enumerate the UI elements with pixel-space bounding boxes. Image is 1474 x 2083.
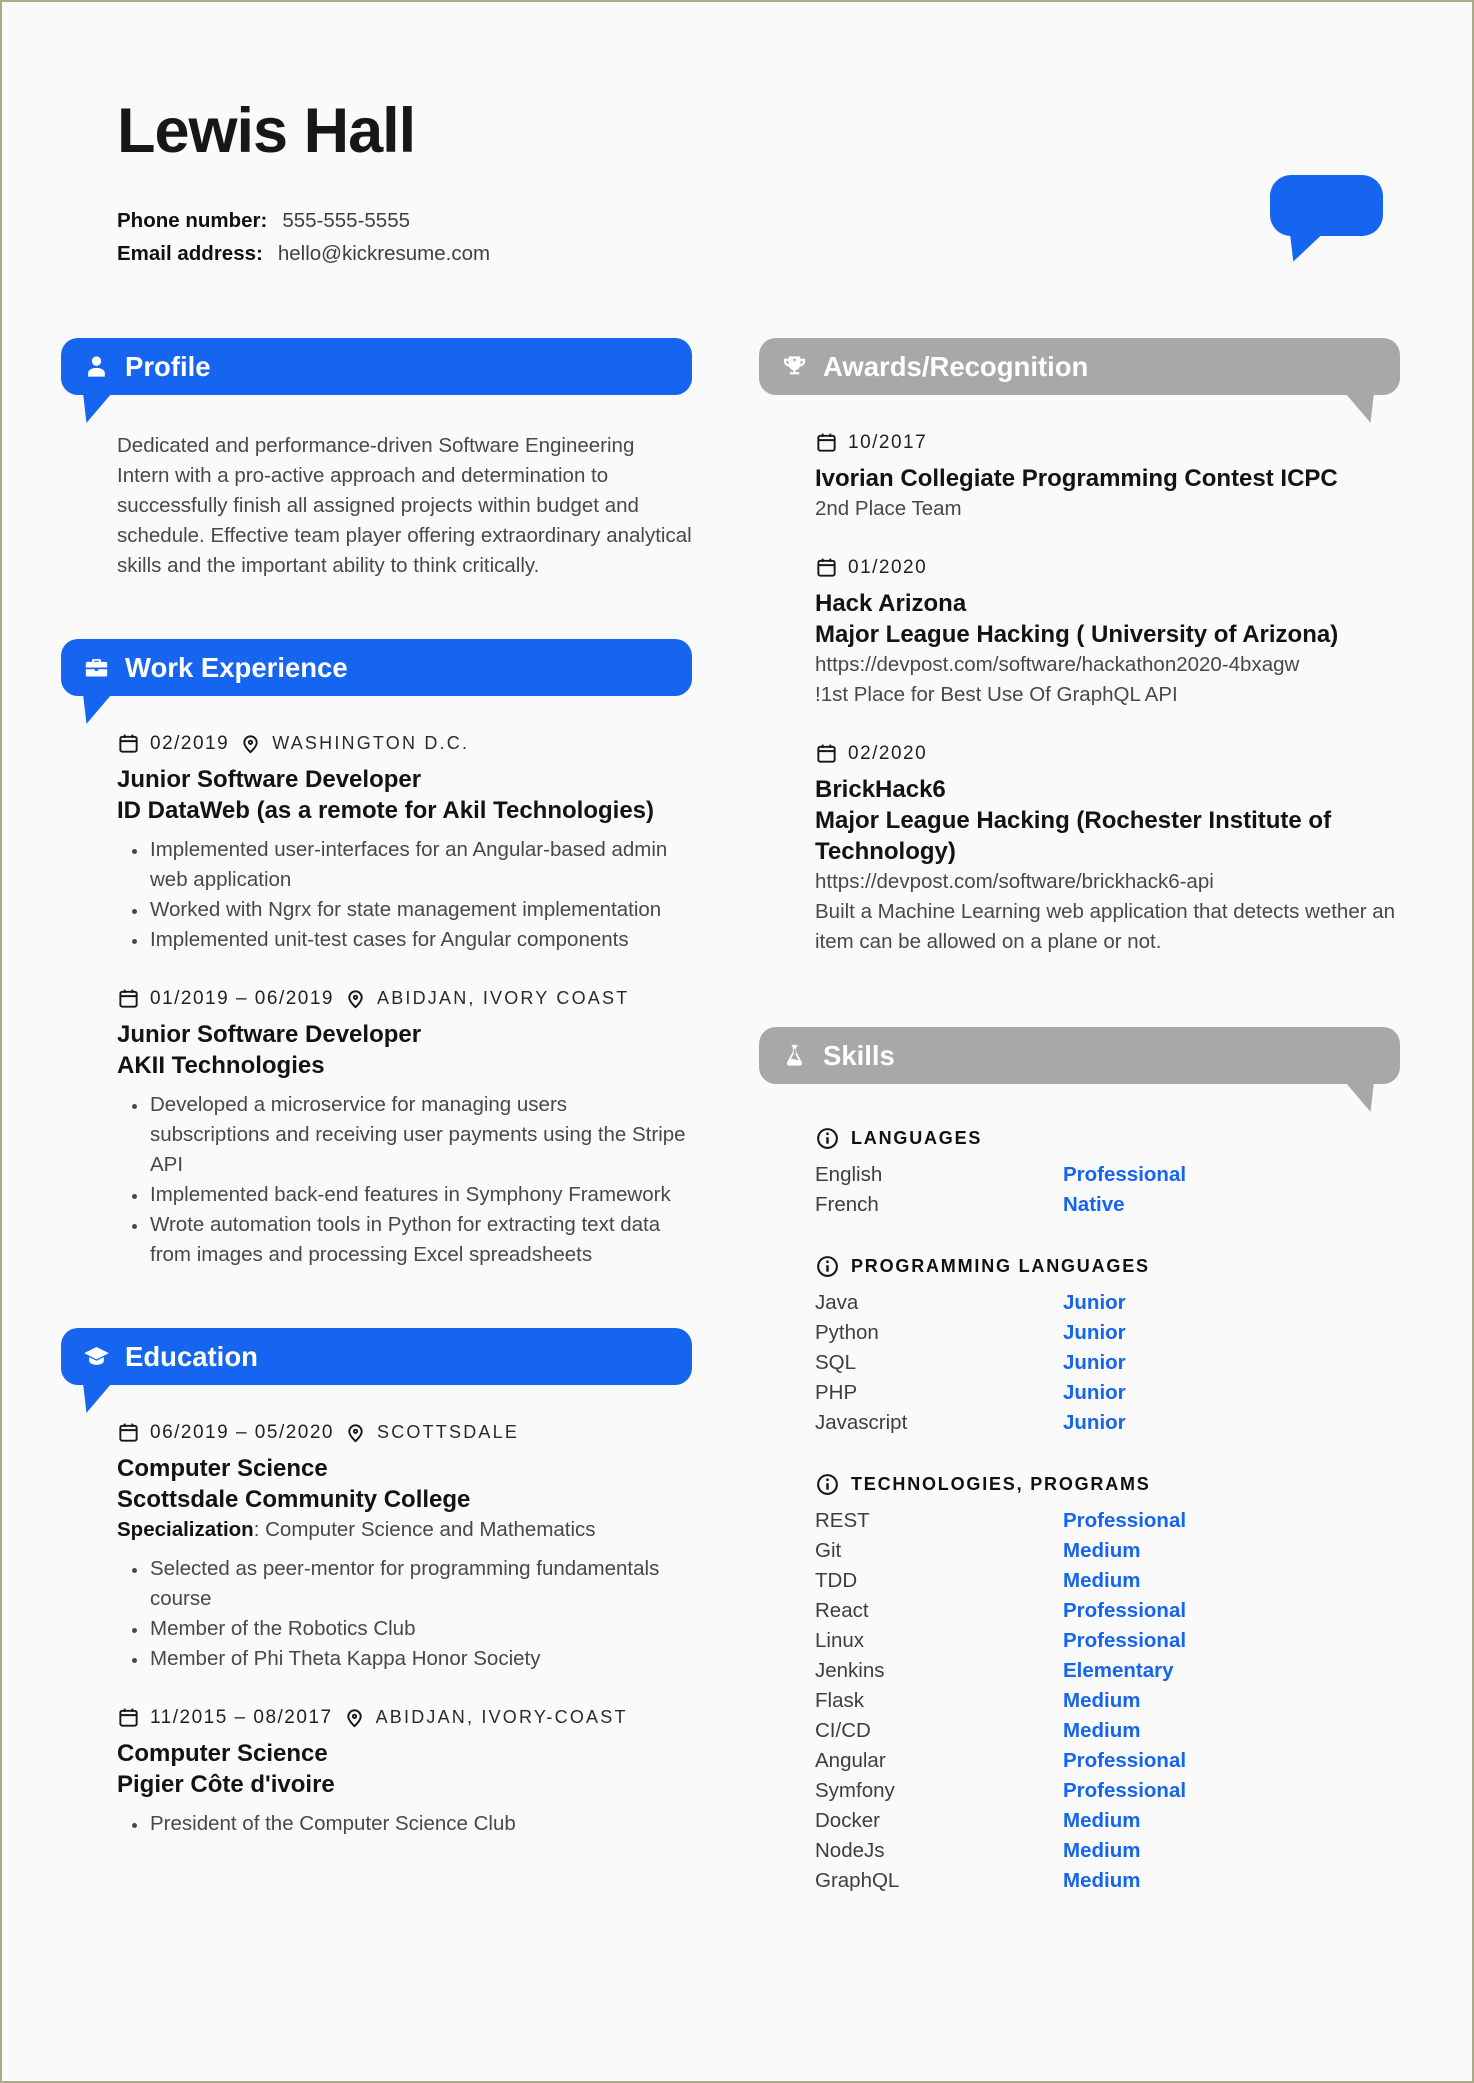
skills-section-title: Skills [823, 1039, 895, 1071]
skill-row [815, 1318, 1400, 1348]
skill-level: Medium [1063, 1539, 1141, 1563]
skill-name: GraphQL [815, 1869, 900, 1893]
education-entry-degree: Computer Science [117, 1455, 328, 1483]
awards-section [759, 338, 1400, 957]
education-entry-location: ABIDJAN, IVORY-COAST [375, 1707, 628, 1728]
right-column [759, 338, 1400, 1954]
skill-row [815, 1408, 1400, 1438]
bullet-item: • Developed a microservice for managing users subscriptions and receiving user payments using the Stripe API [148, 1090, 692, 1180]
skill-level: Professional [1063, 1509, 1187, 1533]
skill-group-technologies [815, 1472, 1400, 1896]
email-value: hello@kickresume.com [277, 242, 491, 266]
skill-name: REST [815, 1509, 870, 1533]
education-entry-bullets [117, 1809, 692, 1839]
award-entry-meta [815, 556, 1400, 579]
award-entry [815, 742, 1400, 957]
skill-row [815, 1746, 1400, 1776]
skill-row [815, 1776, 1400, 1806]
award-entry-date: 01/2020 [848, 556, 928, 578]
phone-row [117, 204, 1472, 237]
work-entry-meta [117, 987, 692, 1010]
work-entry-bullets [117, 835, 692, 955]
skill-level: Professional [1063, 1779, 1187, 1803]
work-entry [117, 987, 692, 1270]
phone-value: 555-555-5555 [282, 209, 411, 233]
award-entry-org: Major League Hacking ( University of Arizona) [815, 621, 1339, 649]
education-section-title: Education [125, 1340, 258, 1372]
resume-header [2, 2, 1472, 270]
skill-row [815, 1348, 1400, 1378]
briefcase-icon [83, 654, 110, 681]
work-entry-meta [117, 732, 692, 755]
award-entry-meta [815, 431, 1400, 454]
education-entry-date: 06/2019 – 05/2020 [150, 1421, 334, 1443]
skill-group-label: LANGUAGES [851, 1128, 983, 1149]
skill-name: English [815, 1163, 883, 1187]
left-column [61, 338, 692, 1954]
skill-row [815, 1686, 1400, 1716]
skill-level: Professional [1063, 1629, 1187, 1653]
skill-level: Medium [1063, 1869, 1141, 1893]
award-entry-detail: !1st Place for Best Use Of GraphQL API [815, 683, 1178, 707]
skill-name: PHP [815, 1381, 858, 1405]
skill-row [815, 1288, 1400, 1318]
work-entry-bullets [117, 1090, 692, 1270]
skill-row [815, 1806, 1400, 1836]
location-pin-icon [344, 987, 367, 1010]
candidate-name: Lewis Hall [117, 96, 416, 166]
education-entry [117, 1421, 692, 1674]
skill-level: Junior [1063, 1411, 1126, 1435]
award-entry-detail: 2nd Place Team [815, 497, 962, 521]
skill-name: CI/CD [815, 1719, 871, 1743]
work-entry-position: Junior Software Developer [117, 766, 422, 794]
location-pin-icon [344, 1421, 367, 1444]
skill-level: Elementary [1063, 1659, 1174, 1683]
skill-group-header [815, 1472, 1400, 1497]
info-icon [815, 1472, 840, 1497]
skill-row [815, 1716, 1400, 1746]
education-entry [117, 1706, 692, 1839]
skill-name: Git [815, 1539, 842, 1563]
skill-row [815, 1626, 1400, 1656]
skill-row [815, 1596, 1400, 1626]
bullet-item: • President of the Computer Science Club [148, 1809, 692, 1839]
skill-row [815, 1656, 1400, 1686]
profile-section-header [61, 338, 692, 395]
skill-row [815, 1866, 1400, 1896]
award-entry-url: https://devpost.com/software/hackathon2020-4bxagw [815, 653, 1300, 677]
skill-name: NodeJs [815, 1839, 885, 1863]
skill-name: Python [815, 1321, 879, 1345]
chat-bubble-logo-icon [1270, 175, 1383, 236]
skill-level: Junior [1063, 1291, 1126, 1315]
skill-level: Professional [1063, 1599, 1187, 1623]
skill-group-header [815, 1254, 1400, 1279]
bullet-item: • Wrote automation tools in Python for extracting text data from images and processing Excel spreadsheets [148, 1210, 692, 1270]
location-pin-icon [343, 1706, 366, 1729]
skills-section [759, 1027, 1400, 1896]
work-entry-company: AKII Technologies [117, 1052, 325, 1080]
skill-level: Professional [1063, 1749, 1187, 1773]
skill-row [815, 1836, 1400, 1866]
skill-name: Symfony [815, 1779, 895, 1803]
bullet-item: • Implemented unit-test cases for Angular components [148, 925, 692, 955]
trophy-icon [781, 353, 808, 380]
education-entry-meta [117, 1421, 692, 1444]
education-entry-degree: Computer Science [117, 1740, 328, 1768]
skill-level: Medium [1063, 1839, 1141, 1863]
location-pin-icon [239, 732, 262, 755]
skill-row [815, 1190, 1400, 1220]
education-entry-location: SCOTTSDALE [377, 1422, 520, 1443]
skill-name: React [815, 1599, 869, 1623]
skill-name: Javascript [815, 1411, 908, 1435]
awards-section-header [759, 338, 1400, 395]
calendar-icon [117, 732, 140, 755]
profile-text: Dedicated and performance-driven Software Engineering Intern with a pro-active approach and determination to successfully finish all assigned projects within budget and schedule. Effective team player offering extraordinary analytical skills and the important ability to think critically. [117, 434, 692, 578]
award-entry-date: 10/2017 [848, 431, 928, 453]
education-entry-bullets [117, 1554, 692, 1674]
award-entry-title: Ivorian Collegiate Programming Contest ICPC [815, 465, 1338, 493]
work-section-header [61, 639, 692, 696]
education-entry-date: 11/2015 – 08/2017 [150, 1706, 333, 1728]
award-entry-title: Hack Arizona [815, 590, 967, 618]
calendar-icon [815, 431, 838, 454]
info-icon [815, 1254, 840, 1279]
contact-info [117, 204, 1472, 270]
specialization-label: Specialization [117, 1518, 254, 1542]
email-label: Email address: [117, 242, 263, 266]
work-entry-location: WASHINGTON D.C. [272, 733, 470, 754]
skill-group-languages [815, 1126, 1400, 1220]
bullet-item: • Member of the Robotics Club [148, 1614, 692, 1644]
calendar-icon [117, 1706, 140, 1729]
work-section-title: Work Experience [125, 651, 348, 683]
flask-icon [781, 1042, 808, 1069]
work-entry-date: 02/2019 [150, 732, 230, 754]
skill-name: Linux [815, 1629, 865, 1653]
profile-section-title: Profile [125, 350, 211, 382]
education-entry-school: Pigier Côte d'ivoire [117, 1771, 335, 1799]
phone-label: Phone number: [117, 209, 268, 233]
bullet-item: • Implemented back-end features in Symphony Framework [148, 1180, 692, 1210]
award-entry [815, 556, 1400, 710]
award-entry-title: BrickHack6 [815, 776, 946, 804]
person-icon [83, 353, 110, 380]
bullet-item: • Implemented user-interfaces for an Angular-based admin web application [148, 835, 692, 895]
education-section [61, 1328, 692, 1839]
work-entry [117, 732, 692, 955]
award-entry-url: https://devpost.com/software/brickhack6-api [815, 870, 1214, 894]
skills-section-header [759, 1027, 1400, 1084]
specialization-value: : Computer Science and Mathematics [253, 1518, 596, 1542]
awards-section-title: Awards/Recognition [823, 350, 1089, 382]
email-row [117, 237, 1472, 270]
skill-name: TDD [815, 1569, 858, 1593]
work-section [61, 639, 692, 1270]
skill-name: Docker [815, 1809, 880, 1833]
education-entry-school: Scottsdale Community College [117, 1486, 471, 1514]
bullet-item: • Worked with Ngrx for state management implementation [148, 895, 692, 925]
content-columns [61, 338, 1396, 1954]
skill-group-header [815, 1126, 1400, 1151]
calendar-icon [815, 742, 838, 765]
work-entry-company: ID DataWeb (as a remote for Akil Technologies) [117, 797, 654, 825]
skill-row [815, 1506, 1400, 1536]
graduation-cap-icon [83, 1343, 110, 1370]
skill-level: Medium [1063, 1689, 1141, 1713]
bullet-item: • Selected as peer-mentor for programming fundamentals course [148, 1554, 692, 1614]
award-entry-detail: Built a Machine Learning web application that detects wether an item can be allowed on a plane or not. [815, 900, 1396, 954]
skill-row [815, 1378, 1400, 1408]
skill-level: Junior [1063, 1381, 1126, 1405]
skill-group-label: TECHNOLOGIES, PROGRAMS [851, 1474, 1151, 1495]
calendar-icon [117, 987, 140, 1010]
work-entry-date: 01/2019 – 06/2019 [150, 987, 334, 1009]
skill-name: Jenkins [815, 1659, 885, 1683]
skill-level: Native [1063, 1193, 1125, 1217]
award-entry-meta [815, 742, 1400, 765]
skill-level: Medium [1063, 1569, 1141, 1593]
skill-group-label: PROGRAMMING LANGUAGES [851, 1256, 1150, 1277]
skill-row [815, 1536, 1400, 1566]
work-entry-position: Junior Software Developer [117, 1021, 422, 1049]
education-entry-meta [117, 1706, 692, 1729]
work-entry-location: ABIDJAN, IVORY COAST [377, 988, 630, 1009]
skill-name: French [815, 1193, 879, 1217]
profile-section [61, 338, 692, 581]
calendar-icon [815, 556, 838, 579]
skill-name: Angular [815, 1749, 886, 1773]
info-icon [815, 1126, 840, 1151]
skill-name: SQL [815, 1351, 857, 1375]
skill-name: Java [815, 1291, 859, 1315]
award-entry-org: Major League Hacking (Rochester Institute of Technology) [815, 807, 1332, 866]
bullet-item: • Member of Phi Theta Kappa Honor Society [148, 1644, 692, 1674]
skill-name: Flask [815, 1689, 864, 1713]
education-section-header [61, 1328, 692, 1385]
award-entry [815, 431, 1400, 524]
calendar-icon [117, 1421, 140, 1444]
skill-row [815, 1160, 1400, 1190]
skill-level: Medium [1063, 1719, 1141, 1743]
skill-level: Junior [1063, 1351, 1126, 1375]
skill-level: Medium [1063, 1809, 1141, 1833]
skill-level: Junior [1063, 1321, 1126, 1345]
education-specialization [117, 1515, 692, 1545]
skill-level: Professional [1063, 1163, 1187, 1187]
skill-group-programming-languages [815, 1254, 1400, 1438]
skill-row [815, 1566, 1400, 1596]
award-entry-date: 02/2020 [848, 742, 928, 764]
